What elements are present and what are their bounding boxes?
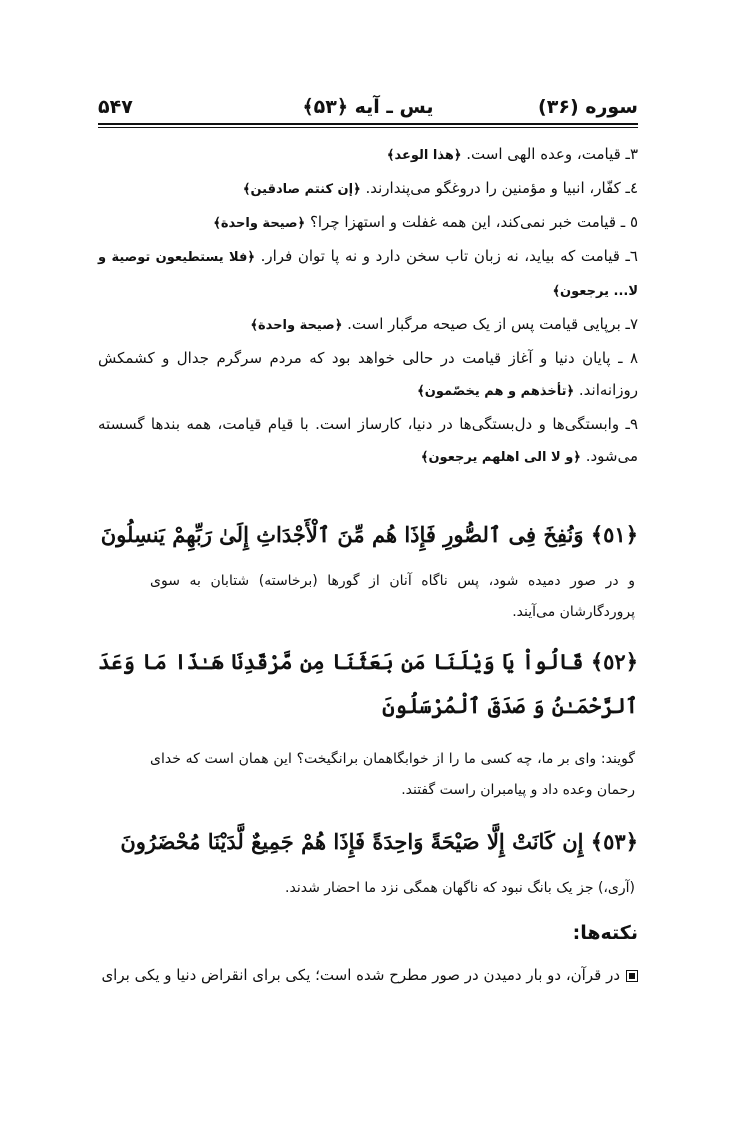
note-text: در قرآن، دو بار دمیدن در صور مطرح شده است؛ یکی برای انقراض دنیا و یکی برای <box>101 966 620 984</box>
messages-list <box>98 138 638 474</box>
page-header <box>98 92 638 124</box>
verse-reference: یس ـ آیه ﴿۵۳﴾ <box>302 96 434 118</box>
note-item <box>98 960 638 990</box>
header-rule <box>98 123 638 125</box>
message-item: ۳ـ قیامت، وعده الهی است. ﴿هذا الوعد﴾ <box>386 145 638 163</box>
verse-52-arabic: ﴿٥٢﴾ قَالُواْ يَا وَيْلَنَا مَن بَعَثَنَا مِن مَّرْقَدِنَا هَـٰذَا مَا وَعَدَ ٱلرَّحْمَـٰنُ وَ صَدَقَ ٱلْمُرْسَلُونَ <box>98 649 638 718</box>
message-item: ٨ ـ پایان دنیا و آغاز قیامت در حالی خواهد بود که مردم سرگرم جدال و کشمکش روزانه‌اند. ﴿تأخذهم و هم یخصّمون﴾ <box>98 349 638 399</box>
page-number: ۵۴۷ <box>98 96 133 118</box>
surah-title: سوره (۳۶) <box>538 96 638 118</box>
message-item: ٩ـ وابستگی‌ها و دل‌بستگی‌ها در دنیا، کارساز است. با قیام قیامت، همه بندها گسسته می‌شود. ﴿و لا الی اهلهم یرجعون﴾ <box>98 415 638 465</box>
message-item: ٦ـ قیامت که بیاید، نه زبان تاب سخن دارد و نه پا توان فرار. ﴿فلا یستطیعون توصیة و لا... یرجعون﴾ <box>98 247 638 299</box>
verse-51-translation: و در صور دمیده شود، پس ناگاه آنان از گورها (برخاسته) شتابان به سوی پروردگارشان می‌آیند. <box>150 573 635 620</box>
verse-53-translation: (آری،) جز یک بانگ نبود که ناگهان همگی نزد ما احضار شدند. <box>285 880 635 896</box>
square-bullet-icon <box>626 970 638 982</box>
message-item: ٤ـ کفّار، انبیا و مؤمنین را دروغگو می‌پندارند. ﴿إن کنتم صادقین﴾ <box>242 179 638 197</box>
message-item: ٧ـ برپایی قیامت پس از یک صیحه مرگبار است. ﴿صیحة واحدة﴾ <box>250 315 638 333</box>
verse-53-arabic: ﴿٥٣﴾ إِن كَانَتْ إِلَّا صَيْحَةً وَاحِدَةً فَإِذَا هُمْ جَمِيعٌ لَّدَيْنَا مُحْضَرُونَ <box>120 829 638 854</box>
verse-51-arabic: ﴿٥١﴾ وَنُفِخَ فِى ٱلصُّورِ فَإِذَا هُم مِّنَ ٱلْأَجْدَاثِ إِلَىٰ رَبِّهِمْ يَنسِلُونَ <box>100 522 638 547</box>
verse-52-translation: گویند: وای بر ما، چه کسی ما را از خوابگاهمان برانگیخت؟ این همان است که خدای رحمان وعده داد و پیامبران راست گفتند. <box>150 751 635 798</box>
message-item: ٥ ـ قیامت خبر نمی‌کند، این همه غفلت و استهزا چرا؟ ﴿صیحة واحدة﴾ <box>213 213 638 231</box>
header-rule-thin <box>98 127 638 128</box>
notes-heading: نکته‌ها: <box>572 922 638 944</box>
